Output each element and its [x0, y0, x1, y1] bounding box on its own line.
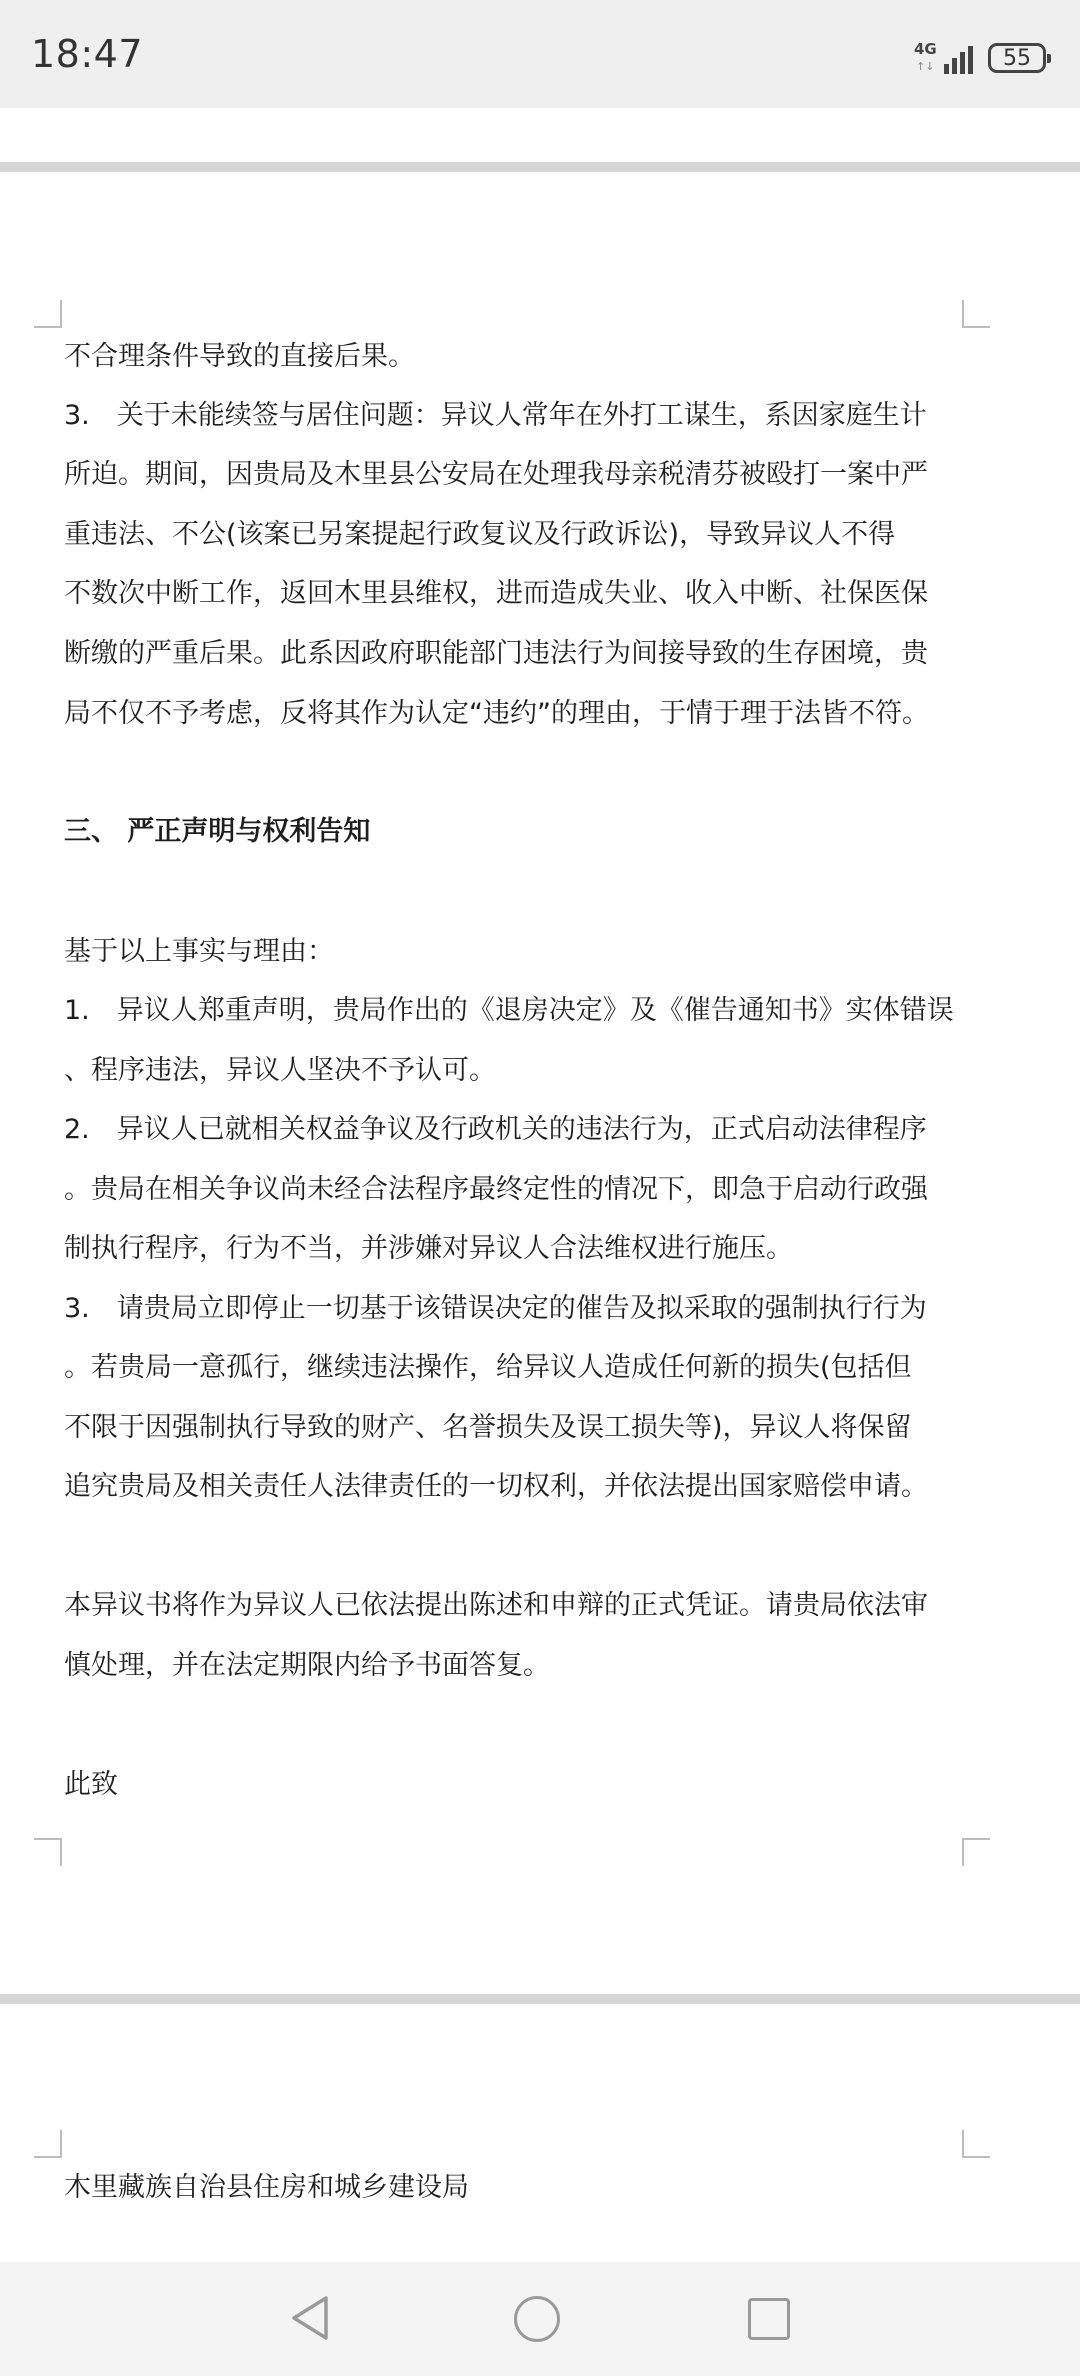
doc-paragraph-line: 局不仅不予考虑，反将其作为认定“违约”的理由，于情于理于法皆不符。	[64, 698, 929, 729]
page-corner-mark	[34, 300, 62, 328]
page-separator-bottom	[0, 1994, 1080, 2004]
recent-square-icon[interactable]	[748, 2298, 790, 2340]
doc-paragraph-line: 制执行程序，行为不当，并涉嫌对异议人合法维权进行施压。	[64, 1233, 793, 1264]
page-corner-mark	[962, 2130, 990, 2158]
doc-paragraph-line: 基于以上事实与理由：	[64, 936, 334, 967]
navigation-bar	[0, 2262, 1080, 2376]
status-indicators	[914, 38, 1046, 78]
network-type-label: 4G	[914, 40, 937, 58]
recipient-line: 木里藏族自治县住房和城乡建设局	[64, 2172, 469, 2203]
doc-paragraph-line: 重违法、不公(该案已另案提起行政复议及行政诉讼)，导致异议人不得	[64, 519, 896, 550]
data-activity-icon: ↑↓	[916, 60, 935, 73]
doc-paragraph-line: 1. 异议人郑重声明，贵局作出的《退房决定》及《催告通知书》实体错误	[64, 995, 954, 1026]
doc-paragraph-line: 不限于因强制执行导致的财产、名誉损失及误工损失等)，异议人将保留	[64, 1412, 912, 1443]
salutation: 此致	[64, 1769, 118, 1800]
doc-paragraph-line: 追究贵局及相关责任人法律责任的一切权利，并依法提出国家赔偿申请。	[64, 1471, 928, 1502]
doc-paragraph-line: 不数次中断工作，返回木里县维权，进而造成失业、收入中断、社保医保	[64, 578, 928, 609]
signal-strength-icon	[944, 42, 976, 74]
doc-paragraph-line: 。若贵局一意孤行，继续违法操作，给异议人造成任何新的损失(包括但	[64, 1352, 912, 1383]
page-corner-mark	[962, 300, 990, 328]
doc-paragraph-line: 、程序违法，异议人坚决不予认可。	[64, 1055, 496, 1086]
status-time: 18:47	[31, 32, 144, 76]
doc-paragraph-line: 所迫。期间，因贵局及木里县公安局在处理我母亲税清芬被殴打一案中严	[64, 459, 928, 490]
page-corner-mark	[962, 1838, 990, 1866]
page-corner-mark	[34, 1838, 62, 1866]
doc-paragraph-line: 3. 关于未能续签与居住问题：异议人常年在外打工谋生，系因家庭生计	[64, 400, 927, 431]
doc-paragraph-line: 断缴的严重后果。此系因政府职能部门违法行为间接导致的生存困境，贵	[64, 638, 928, 669]
battery-icon	[988, 43, 1046, 73]
doc-paragraph-line: 本异议书将作为异议人已依法提出陈述和申辩的正式凭证。请贵局依法审	[64, 1590, 928, 1621]
battery-level: 55	[1003, 45, 1031, 71]
doc-paragraph-line: 2. 异议人已就相关权益争议及行政机关的违法行为，正式启动法律程序	[64, 1114, 927, 1145]
page-separator-top	[0, 162, 1080, 172]
status-bar	[0, 0, 1080, 108]
section-heading: 三、 严正声明与权利告知	[64, 816, 371, 847]
doc-paragraph-line: 不合理条件导致的直接后果。	[64, 341, 415, 372]
doc-paragraph-line: 慎处理，并在法定期限内给予书面答复。	[64, 1650, 550, 1681]
doc-paragraph-line: 。贵局在相关争议尚未经合法程序最终定性的情况下，即急于启动行政强	[64, 1174, 928, 1205]
network-indicator	[914, 40, 940, 76]
doc-paragraph-line: 3. 请贵局立即停止一切基于该错误决定的催告及拟采取的强制执行行为	[64, 1293, 927, 1324]
page-corner-mark	[34, 2130, 62, 2158]
back-triangle-icon[interactable]	[288, 2294, 332, 2342]
home-circle-icon[interactable]	[514, 2296, 560, 2342]
